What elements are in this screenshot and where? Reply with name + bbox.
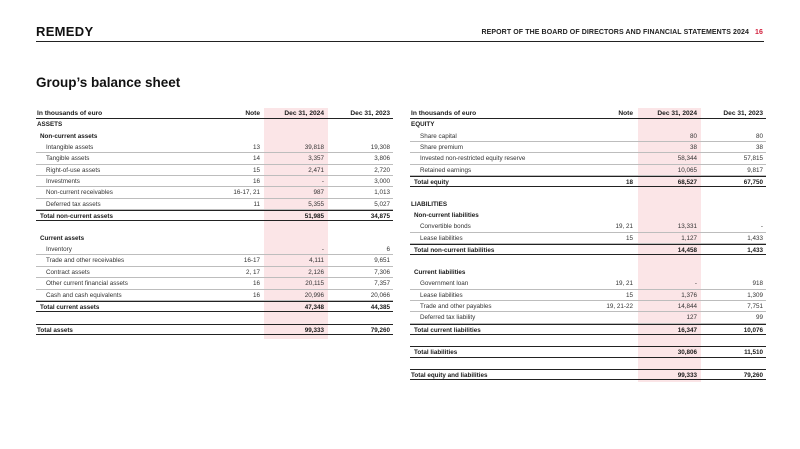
row-value-2024: 80 — [689, 132, 697, 140]
spacer-row — [410, 335, 766, 346]
row-value-2024: 1,127 — [681, 234, 697, 242]
row-label: Share capital — [420, 132, 457, 140]
row-value-2023: 19,308 — [370, 144, 390, 152]
row-value-2024: 38 — [689, 144, 697, 152]
row-note: 15 — [625, 291, 633, 299]
table-row — [410, 221, 766, 232]
row-value-2024: - — [321, 246, 324, 254]
row-value-2024: 1,376 — [681, 291, 697, 299]
row-value-2023: 38 — [755, 144, 763, 152]
row-note: 15 — [252, 166, 260, 174]
table-row — [410, 278, 766, 289]
subsection-heading: Non-current liabilities — [414, 212, 479, 220]
row-value-2024: 20,996 — [304, 291, 324, 299]
table-row — [410, 165, 766, 176]
row-note: 11 — [253, 200, 260, 208]
row-value-2023: 57,815 — [743, 155, 763, 163]
table-row — [36, 153, 393, 164]
row-value-2023: - — [760, 223, 763, 231]
subsection-heading: Current assets — [40, 234, 85, 242]
table-header — [410, 108, 766, 119]
total-row: Total equity 18 68,527 67,750 — [410, 176, 766, 187]
row-value-2023: 5,027 — [374, 200, 390, 208]
row-label: Lease liabilities — [420, 234, 463, 242]
row-value-2023: 7,306 — [374, 268, 390, 276]
table-row — [36, 142, 393, 153]
row-note: 14 — [252, 155, 260, 163]
row-label: Convertible bonds — [420, 223, 471, 231]
table-row — [36, 290, 393, 301]
row-label: Right-of-use assets — [46, 166, 101, 174]
row-value-2023: 3,806 — [374, 155, 390, 163]
section-heading: LIABILITIES — [411, 200, 448, 208]
spacer-row — [410, 358, 766, 369]
row-value-2024: 3,357 — [308, 155, 324, 163]
row-label: Investments — [46, 178, 80, 186]
row-value-2023: 7,357 — [374, 280, 390, 288]
row-label: Tangible assets — [46, 155, 90, 163]
subsection-heading: Current liabilities — [414, 268, 466, 276]
row-value-2023: 2,720 — [374, 166, 390, 174]
table-row — [36, 278, 393, 289]
row-label: Share premium — [420, 144, 464, 152]
row-value-2023: 20,066 — [370, 291, 390, 299]
spacer-row — [36, 312, 393, 323]
total-row: Total liabilities 30,806 11,510 — [410, 346, 766, 357]
row-label: Trade and other payables — [420, 302, 492, 310]
row-note: 2, 17 — [245, 268, 260, 276]
table-row — [410, 131, 766, 142]
row-note: 19, 21-22 — [606, 302, 633, 310]
row-value-2023: 1,013 — [374, 189, 390, 197]
row-value-2023: 99 — [755, 314, 763, 322]
col-2023-header: Dec 31, 2023 — [723, 110, 763, 117]
row-value-2023: 9,817 — [747, 166, 763, 174]
row-note: 16 — [252, 291, 260, 299]
row-value-2024: 127 — [686, 314, 697, 322]
col-2024-header: Dec 31, 2024 — [284, 110, 324, 117]
row-value-2024: 13,331 — [677, 223, 697, 231]
row-value-2024: 20,115 — [305, 280, 324, 288]
table-row — [36, 255, 393, 266]
subsection-heading: Non-current assets — [40, 132, 98, 140]
total-row: Total current assets 47,348 44,385 — [36, 301, 393, 312]
row-value-2024: 10,065 — [677, 166, 697, 174]
header-divider — [36, 41, 764, 42]
row-label: Trade and other receivables — [46, 257, 125, 265]
row-value-2024: - — [694, 280, 697, 288]
current-liabilities-rows — [410, 278, 766, 323]
row-value-2024: 2,471 — [308, 166, 324, 174]
col-label-header: In thousands of euro — [411, 110, 477, 117]
total-row: Total non-current assets 51,985 34,875 — [36, 210, 393, 221]
table-row — [410, 153, 766, 164]
row-label: Non-current receivables — [46, 189, 113, 197]
spacer-row — [410, 187, 766, 198]
table-row — [410, 301, 766, 312]
row-note: 19, 21 — [615, 223, 633, 231]
assets-table — [36, 108, 393, 335]
row-note: 19, 21 — [615, 280, 633, 288]
total-row: Total non-current liabilities 14,458 1,433 — [410, 244, 766, 255]
row-label: Other current financial assets — [46, 280, 128, 288]
row-value-2024: 5,355 — [308, 200, 324, 208]
noncurrent-assets-rows — [36, 142, 393, 210]
report-header — [481, 29, 763, 36]
row-value-2024: 58,344 — [677, 155, 697, 163]
row-value-2024: - — [321, 178, 324, 186]
row-label: Retained earnings — [420, 166, 472, 174]
table-row — [36, 176, 393, 187]
row-value-2024: 39,818 — [304, 144, 324, 152]
total-row: Total current liabilities 16,347 10,076 — [410, 324, 766, 335]
row-value-2023: 7,751 — [747, 302, 763, 310]
col-note-header: Note — [618, 110, 633, 117]
company-logo: REMEDY — [36, 24, 94, 39]
table-row — [410, 233, 766, 244]
row-value-2024: 2,126 — [308, 268, 324, 276]
row-label: Invested non-restricted equity reserve — [420, 155, 526, 163]
section-heading: EQUITY — [411, 121, 435, 129]
row-label: Government loan — [420, 280, 469, 288]
grand-total-row: Total assets 99,333 79,260 — [36, 324, 393, 335]
equity-rows — [410, 131, 766, 176]
table-row — [36, 244, 393, 255]
table-row — [410, 142, 766, 153]
row-note: 16-17, 21 — [233, 189, 260, 197]
row-note: 16-17 — [243, 257, 260, 265]
equity-liabilities-table — [410, 108, 766, 380]
spacer-row — [36, 221, 393, 232]
col-2024-header: Dec 31, 2024 — [657, 110, 697, 117]
row-label: Contract assets — [46, 268, 90, 276]
grand-total-row: Total equity and liabilities 99,333 79,260 — [410, 369, 766, 380]
col-label-header: In thousands of euro — [37, 110, 103, 117]
row-label: Inventory — [46, 246, 72, 254]
table-row — [36, 165, 393, 176]
col-2023-header: Dec 31, 2023 — [350, 110, 390, 117]
row-value-2024: 14,844 — [677, 302, 697, 310]
table-row — [410, 290, 766, 301]
row-value-2023: 9,651 — [374, 257, 390, 265]
row-value-2023: 1,309 — [747, 291, 763, 299]
report-title: REPORT OF THE BOARD OF DIRECTORS AND FINANCIAL STATEMENTS 2024 — [481, 29, 749, 36]
row-label: Deferred tax assets — [46, 200, 101, 208]
section-heading: ASSETS — [37, 121, 63, 129]
table-row — [36, 199, 393, 210]
row-value-2024: 4,111 — [309, 257, 324, 265]
row-note: 16 — [252, 178, 260, 186]
current-assets-rows — [36, 244, 393, 301]
row-value-2023: 3,000 — [374, 178, 390, 186]
spacer-row — [410, 255, 766, 266]
row-value-2023: 80 — [755, 132, 763, 140]
page-number: 16 — [755, 29, 763, 36]
row-value-2023: 918 — [752, 280, 763, 288]
row-note: 13 — [252, 144, 260, 152]
row-note: 15 — [625, 234, 633, 242]
table-row — [410, 312, 766, 323]
page-title: Group’s balance sheet — [36, 75, 181, 90]
table-row — [36, 267, 393, 278]
table-row — [36, 187, 393, 198]
row-label: Cash and cash equivalents — [46, 291, 122, 299]
table-header — [36, 108, 393, 119]
noncurrent-liabilities-rows — [410, 221, 766, 244]
row-value-2023: 6 — [386, 246, 390, 254]
row-value-2023: 1,433 — [747, 234, 763, 242]
row-label: Lease liabilities — [420, 291, 463, 299]
row-note: 16 — [252, 280, 260, 288]
row-label: Intangible assets — [46, 144, 94, 152]
row-label: Deferred tax liability — [420, 314, 476, 322]
col-note-header: Note — [245, 110, 260, 117]
row-value-2024: 987 — [313, 189, 324, 197]
